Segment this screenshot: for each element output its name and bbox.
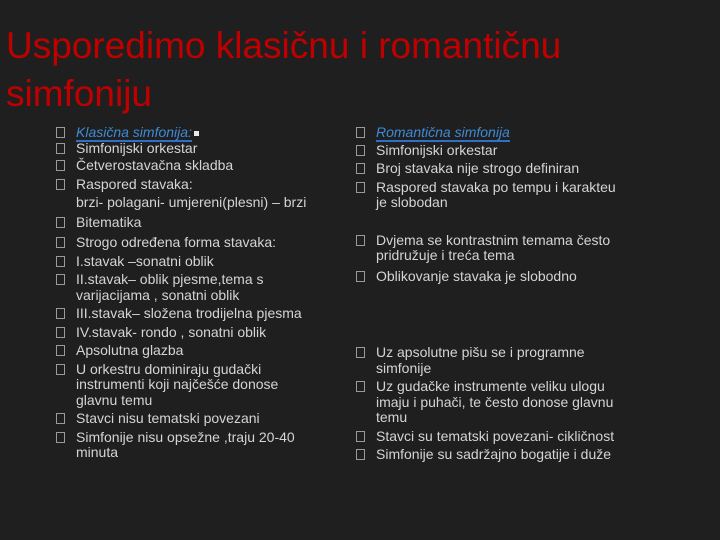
- list-item: [56, 254, 318, 270]
- list-item-text: Dvjema se kontrastnim temama često pridružuje i treća tema: [376, 231, 611, 263]
- list-item: [356, 180, 624, 211]
- list-item-text: Stavci su tematski povezani- cikličnost: [376, 427, 615, 444]
- classical-column: [56, 125, 318, 461]
- square-bullet-icon: [356, 271, 365, 282]
- square-bullet-icon: [56, 364, 65, 375]
- classical-heading: Klasična simfonija:: [76, 124, 192, 140]
- square-bullet-icon: [356, 449, 365, 460]
- list-item: [356, 125, 624, 141]
- list-item: [356, 429, 624, 445]
- list-item: [56, 235, 318, 251]
- list-item: [356, 447, 624, 463]
- list-item: [356, 233, 624, 264]
- square-bullet-icon: [56, 127, 65, 138]
- square-bullet-icon: [356, 235, 365, 246]
- slide-title: Usporedimo klasičnu i romantičnu simfoniju: [6, 25, 562, 114]
- list-item-text: IV.stavak- rondo , sonatni oblik: [76, 323, 267, 340]
- list-item: [56, 141, 318, 157]
- list-item: [356, 269, 624, 285]
- square-bullet-icon: [356, 347, 365, 358]
- list-item-text: Apsolutna glazba: [76, 342, 184, 358]
- square-bullet-icon: [56, 256, 65, 267]
- romantic-heading: Romantična simfonija: [376, 124, 510, 140]
- list-item-text: Uz gudačke instrumente veliku ulogu imaju i puhači, te često donose glavnu temu: [376, 378, 614, 425]
- square-bullet-icon: [56, 274, 65, 285]
- list-item-text: III.stavak– složena trodijelna pjesma: [76, 305, 302, 321]
- list-item: [56, 215, 318, 231]
- square-bullet-icon: [56, 143, 65, 154]
- list-item-text: Simfonije su sadržajno bogatije i duže: [376, 446, 612, 462]
- list-item-text: Simfonijski orkestar: [376, 141, 498, 158]
- list-item: [56, 343, 318, 359]
- square-bullet-icon: [356, 163, 365, 174]
- list-item-text: Uz apsolutne pišu se i programne simfonije: [376, 344, 585, 376]
- list-item: [56, 430, 318, 461]
- list-item-text: Oblikovanje stavaka je slobodno: [376, 267, 577, 284]
- square-bullet-icon: [356, 182, 365, 193]
- square-bullet-icon: [56, 179, 65, 190]
- square-bullet-icon: [56, 237, 65, 248]
- square-bullet-icon: [356, 381, 365, 392]
- list-item: [56, 272, 318, 303]
- list-item-text: Raspored stavaka:: [76, 175, 193, 192]
- list-item-text: brzi- polagani- umjereni(plesni) – brzi: [76, 194, 307, 210]
- square-bullet-icon: [356, 127, 365, 138]
- list-item: [56, 362, 318, 409]
- list-item-text: II.stavak– oblik pjesme,tema s varijacijama , sonatni oblik: [76, 271, 264, 303]
- list-item-text: I.stavak –sonatni oblik: [76, 252, 214, 269]
- romantic-column: [356, 125, 624, 463]
- cursor-marker-icon: [194, 131, 199, 136]
- list-item-text: Stavci nisu tematski povezani: [76, 410, 260, 426]
- square-bullet-icon: [56, 432, 65, 443]
- list-item-text: Raspored stavaka po tempu i karakteu je slobodan: [376, 178, 616, 210]
- list-item-text: Strogo određena forma stavaka:: [76, 234, 277, 250]
- list-item: [56, 125, 318, 141]
- list-item: [356, 379, 624, 426]
- square-bullet-icon: [56, 413, 65, 424]
- square-bullet-icon: [56, 345, 65, 356]
- square-bullet-icon: [56, 308, 65, 319]
- list-item: [56, 325, 318, 341]
- list-item: [356, 345, 624, 376]
- list-item-continuation: [56, 195, 318, 211]
- list-item-text: Simfonije nisu opsežne ,traju 20-40 minuta: [76, 428, 295, 460]
- list-item: [56, 411, 318, 427]
- list-item: [56, 177, 318, 193]
- list-item: [56, 158, 318, 174]
- list-item: [356, 143, 624, 159]
- list-item-text: Bitematika: [76, 213, 142, 230]
- list-item-text: Simfonijski orkestar: [76, 139, 198, 156]
- square-bullet-icon: [56, 327, 65, 338]
- list-item-text: U orkestru dominiraju gudački instrumenti koji najčešće donose glavnu temu: [76, 360, 279, 408]
- square-bullet-icon: [356, 145, 365, 156]
- list-item: [356, 161, 624, 177]
- square-bullet-icon: [56, 217, 65, 228]
- list-item: [56, 306, 318, 322]
- square-bullet-icon: [56, 160, 65, 171]
- list-item-text: Četverostavačna skladba: [76, 157, 234, 173]
- list-item-text: Broj stavaka nije strogo definiran: [376, 160, 580, 176]
- square-bullet-icon: [356, 431, 365, 442]
